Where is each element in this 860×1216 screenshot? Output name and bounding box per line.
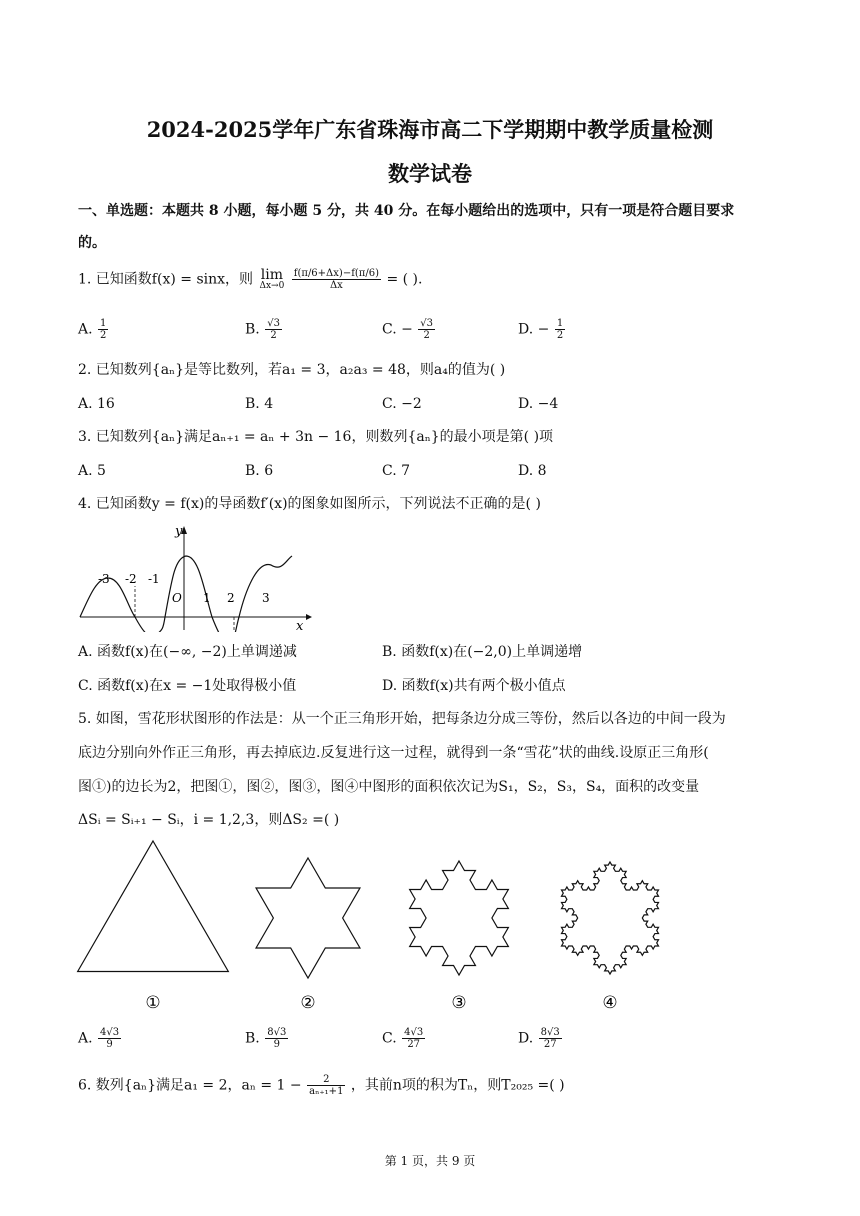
option-fraction xyxy=(418,318,435,341)
fraction-denominator: Δx xyxy=(329,280,343,291)
tick-label-3: 3 xyxy=(262,591,270,605)
figure-label-3: ③ xyxy=(451,993,467,1013)
q1-option-c[interactable] xyxy=(382,318,436,341)
q5-option-c[interactable] xyxy=(382,1027,426,1050)
fraction-numerator: 2 xyxy=(307,1074,345,1086)
option-label: C. xyxy=(382,1030,397,1047)
question-2: 2. 已知数列{aₙ}是等比数列，若a₁ = 3，a₂a₃ = 48，则a₄的值为( ) xyxy=(78,362,506,378)
limit-subscript: Δx→0 xyxy=(259,281,285,291)
tick-label-2: 2 xyxy=(227,591,235,605)
fraction-denominator: 2 xyxy=(556,330,564,341)
q5-option-a[interactable] xyxy=(78,1027,122,1050)
option-label: D. xyxy=(518,1030,534,1047)
fraction-denominator: 27 xyxy=(407,1039,421,1050)
page-footer: 第 1 页，共 9 页 xyxy=(384,1154,476,1168)
q1-option-b[interactable] xyxy=(245,318,283,341)
fraction-numerator: √3 xyxy=(267,318,280,329)
koch-triangle xyxy=(78,841,229,972)
y-axis-label: y xyxy=(175,524,183,539)
q4-option-a[interactable]: A. 函数f(x)在(−∞, −2)上单调递减 xyxy=(78,644,297,660)
fraction-numerator: f(π/6+Δx)−f(π/6) xyxy=(293,268,379,279)
q5-option-b[interactable] xyxy=(245,1027,289,1050)
q2-option-a[interactable]: A. 16 xyxy=(78,396,115,412)
question-3: 3. 已知数列{aₙ}满足aₙ₊₁ = aₙ + 3n − 16，则数列{aₙ}的最小项是第( )项 xyxy=(78,429,554,445)
q3-option-a[interactable]: A. 5 xyxy=(78,463,106,479)
question-6-text: 6. 数列{aₙ}满足a₁ = 2，aₙ = 1 − xyxy=(78,1077,302,1094)
question-5-line4: ΔSᵢ = Sᵢ₊₁ − Sᵢ，i = 1,2,3，则ΔS₂ =( ) xyxy=(78,812,340,828)
option-label: D. − xyxy=(518,321,550,338)
option-fraction xyxy=(98,318,108,341)
option-fraction xyxy=(265,318,282,341)
x-axis-arrow-icon xyxy=(306,614,312,620)
q1-option-a[interactable] xyxy=(78,318,109,341)
fraction-numerator: √3 xyxy=(420,318,434,329)
option-fraction xyxy=(539,1027,562,1050)
tick-label-minus2: -2 xyxy=(125,572,137,586)
option-fraction xyxy=(98,1027,121,1050)
question-6-tail: ，其前n项的积为Tₙ，则T₂₀₂₅ =( ) xyxy=(350,1077,565,1094)
derivative-curve xyxy=(80,556,292,632)
figure-label-1: ① xyxy=(145,993,161,1013)
figure-label-2: ② xyxy=(300,993,316,1013)
q1-option-d[interactable] xyxy=(518,318,566,341)
question-5-line1: 5. 如图，雪花形状图形的作法是：从一个正三角形开始，把每条边分成三等份，然后以各边的中间一段为 xyxy=(78,711,726,727)
limit-symbol: lim xyxy=(260,267,283,283)
question-1-fraction xyxy=(292,268,381,291)
option-label: B. xyxy=(245,321,260,338)
q2-option-d[interactable]: D. −4 xyxy=(518,396,559,412)
tick-label-minus3: -3 xyxy=(98,572,110,586)
koch-snowflake-2 xyxy=(410,861,509,975)
snowflake-figures xyxy=(70,835,790,1013)
fraction-numerator: 1 xyxy=(100,318,107,329)
fraction-denominator: 27 xyxy=(543,1039,557,1050)
q3-option-b[interactable]: B. 6 xyxy=(245,463,274,479)
fraction-denominator: 2 xyxy=(100,330,107,341)
fraction-denominator: 2 xyxy=(270,330,277,341)
section-instructions-line2: 的。 xyxy=(78,235,106,251)
limit-notation xyxy=(259,268,284,291)
fraction-numerator: 4√3 xyxy=(404,1027,424,1038)
q2-option-c[interactable]: C. −2 xyxy=(382,396,422,412)
q2-option-b[interactable]: B. 4 xyxy=(245,396,274,412)
question-1-tail: = ( ). xyxy=(386,271,423,288)
exam-title: 2024-2025学年广东省珠海市高二下学期期中教学质量检测 xyxy=(146,117,714,142)
option-fraction xyxy=(265,1027,288,1050)
option-fraction xyxy=(555,318,565,341)
q4-option-d[interactable]: D. 函数f(x)共有两个极小值点 xyxy=(382,678,566,694)
fraction-numerator: 8√3 xyxy=(267,1027,287,1038)
question-1-text: 1. 已知函数f(x) = sinx，则 xyxy=(78,271,254,288)
option-label: C. − xyxy=(382,321,413,338)
option-label: A. xyxy=(78,321,93,338)
fraction-numerator: 1 xyxy=(556,318,564,329)
fraction-denominator: 2 xyxy=(423,330,430,341)
derivative-graph xyxy=(74,520,314,632)
option-label: A. xyxy=(78,1030,93,1047)
exam-subtitle: 数学试卷 xyxy=(388,161,472,186)
option-fraction xyxy=(402,1027,425,1050)
question-6-fraction xyxy=(307,1074,345,1097)
x-axis-label: x xyxy=(296,619,304,632)
koch-star xyxy=(256,858,360,978)
q5-option-d[interactable] xyxy=(518,1027,563,1050)
question-6 xyxy=(78,1074,565,1097)
fraction-denominator: 9 xyxy=(106,1039,113,1050)
question-4: 4. 已知函数y = f(x)的导函数f′(x)的图象如图所示，下列说法不正确的是( ) xyxy=(78,496,541,512)
fraction-denominator: 9 xyxy=(273,1039,280,1050)
question-1 xyxy=(78,268,422,291)
koch-snowflake-3 xyxy=(562,862,659,974)
q3-option-c[interactable]: C. 7 xyxy=(382,463,411,479)
question-5-line3: 图①)的边长为2，把图①，图②，图③，图④中图形的面积依次记为S₁，S₂，S₃，S₄，面积的改变量 xyxy=(78,779,700,795)
q4-option-b[interactable]: B. 函数f(x)在(−2,0)上单调递增 xyxy=(382,644,583,660)
fraction-numerator: 4√3 xyxy=(100,1027,120,1038)
figure-label-4: ④ xyxy=(602,993,618,1013)
fraction-numerator: 8√3 xyxy=(540,1027,560,1038)
q3-option-d[interactable]: D. 8 xyxy=(518,463,547,479)
option-label: B. xyxy=(245,1030,260,1047)
question-5-line2: 底边分别向外作正三角形，再去掉底边.反复进行这一过程，就得到一条“雪花”状的曲线.设原正三角形( xyxy=(78,745,709,761)
section-instructions-line1: 一、单选题：本题共 8 小题，每小题 5 分，共 40 分。在每小题给出的选项中，只有一项是符合题目要求 xyxy=(78,203,735,219)
tick-label-1: 1 xyxy=(203,591,211,605)
tick-label-minus1: -1 xyxy=(148,572,160,586)
origin-label: O xyxy=(172,591,182,605)
fraction-denominator: aₙ₊₁+1 xyxy=(309,1086,344,1097)
q4-option-c[interactable]: C. 函数f(x)在x = −1处取得极小值 xyxy=(78,678,297,694)
